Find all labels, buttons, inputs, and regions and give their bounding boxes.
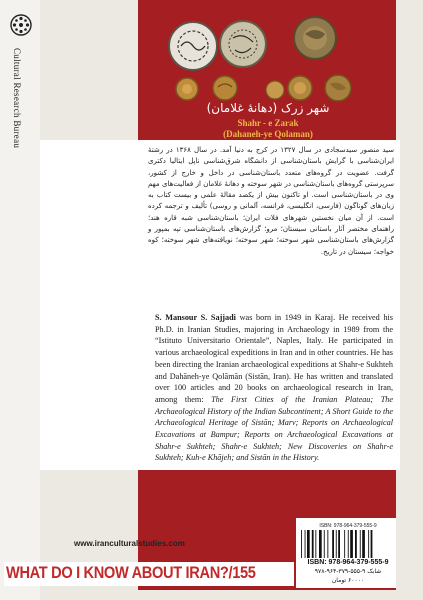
author-name: S. Mansour S. Sajjadi bbox=[155, 313, 236, 322]
title-english-line1: Shahr - e Zarak bbox=[237, 118, 299, 128]
publisher-logo-icon bbox=[10, 14, 32, 36]
title-english-line2: (Dahaneh-ye Qolaman) bbox=[223, 129, 313, 139]
author-bio-persian: سید منصور سیدسجادی در سال ۱۳۲۷ در کرج به دنیا آمد. در سال ۱۳۶۸ در رشتهٔ ایران‌شناسی با گرایش باستان‌شناسی از دانشگاه شرق‌شناسی ناپل ایتالیا دکتری گرفت. عضویت در گروه‌های متعدد باستان‌شناسی در داخل و خارج از کشور، سرپرستی گروه‌های باستان‌شناسی در شهر سوخته و دهانهٔ غلامان از فعالیت‌های مهم وی در باستان‌شناسی است. او تاکنون بیش از یکصد مقالهٔ علمی و بیست کتاب به زبان‌های گوناگون (فارسی، انگلیسی، فرانسه، آلمانی و روسی) تألیف و ترجمه کرده است. از آن میان نخستین شهرهای فلات ایران؛ باستان‌شناسی شبه قاره هند؛ راهنمای مختصر آثار باستانی سیستان؛ مرو؛ گزارش‌های باستان‌شناسی تپه بمپور و گزارش‌های باستان‌شناسی شهر سوخته؛ شهر سوخته؛ نویافته‌های شهر سوخته؛ کوه خواجه؛ سیستان در تاریخ. bbox=[148, 146, 395, 256]
series-title: WHAT DO I KNOW ABOUT IRAN?/155 bbox=[6, 563, 256, 582]
author-bio-english bbox=[155, 312, 393, 464]
price: ۶۰۰۰۰ تومان bbox=[331, 577, 365, 584]
title-persian: شهر زرک (دهانهٔ غلامان) bbox=[206, 101, 330, 115]
isbn-persian: شابک ۹-۵۵۵-۳۷۹-۹۶۴-۹۷۸ bbox=[314, 568, 382, 575]
author-works: The First Cities of the Iranian Plateau; The Archaeological History of the Indian Subcontinent; A Short Guide to the Archaeological Heritage of Sistān; Marv; Reports on Archaeological Excavations at Bampur; Reports on Archaeological Excavations at Shahr-e Sukhteh; Shahr-e Sukhteh; New Discoveries on Shahr-e Sukhteh; Kuh-e Khājeh; and Sistān in the History. bbox=[155, 394, 393, 463]
isbn: ISBN: 978-964-379-555-9 bbox=[307, 559, 389, 566]
author-bio-text: was born in 1949 in Karaj. He received his Ph.D. in Iranian Studies, majoring in Archaeology in 1989 from the “Istituto Universitario Orientale”, Naples, Italy. He participated in various archaeological expeditions in Iran and in other countries. He has been directing the Iranian archaeological expeditions at Shahr-e Sukhteh and Dahāneh-ye Qolāmān (Sistān, Iran). He has written and translated over 100 articles and 20 books on archaeological research in Iran, among them: bbox=[155, 313, 393, 404]
isbn-small: ISBN: 978-964-379-555-9 bbox=[319, 523, 377, 529]
barcode bbox=[300, 530, 392, 558]
publisher-name: Cultural Research Bureau bbox=[12, 48, 22, 149]
coin-photo bbox=[165, 14, 375, 106]
title-english bbox=[140, 118, 396, 140]
website-url[interactable]: www.iranculturalstudies.com bbox=[74, 539, 185, 548]
